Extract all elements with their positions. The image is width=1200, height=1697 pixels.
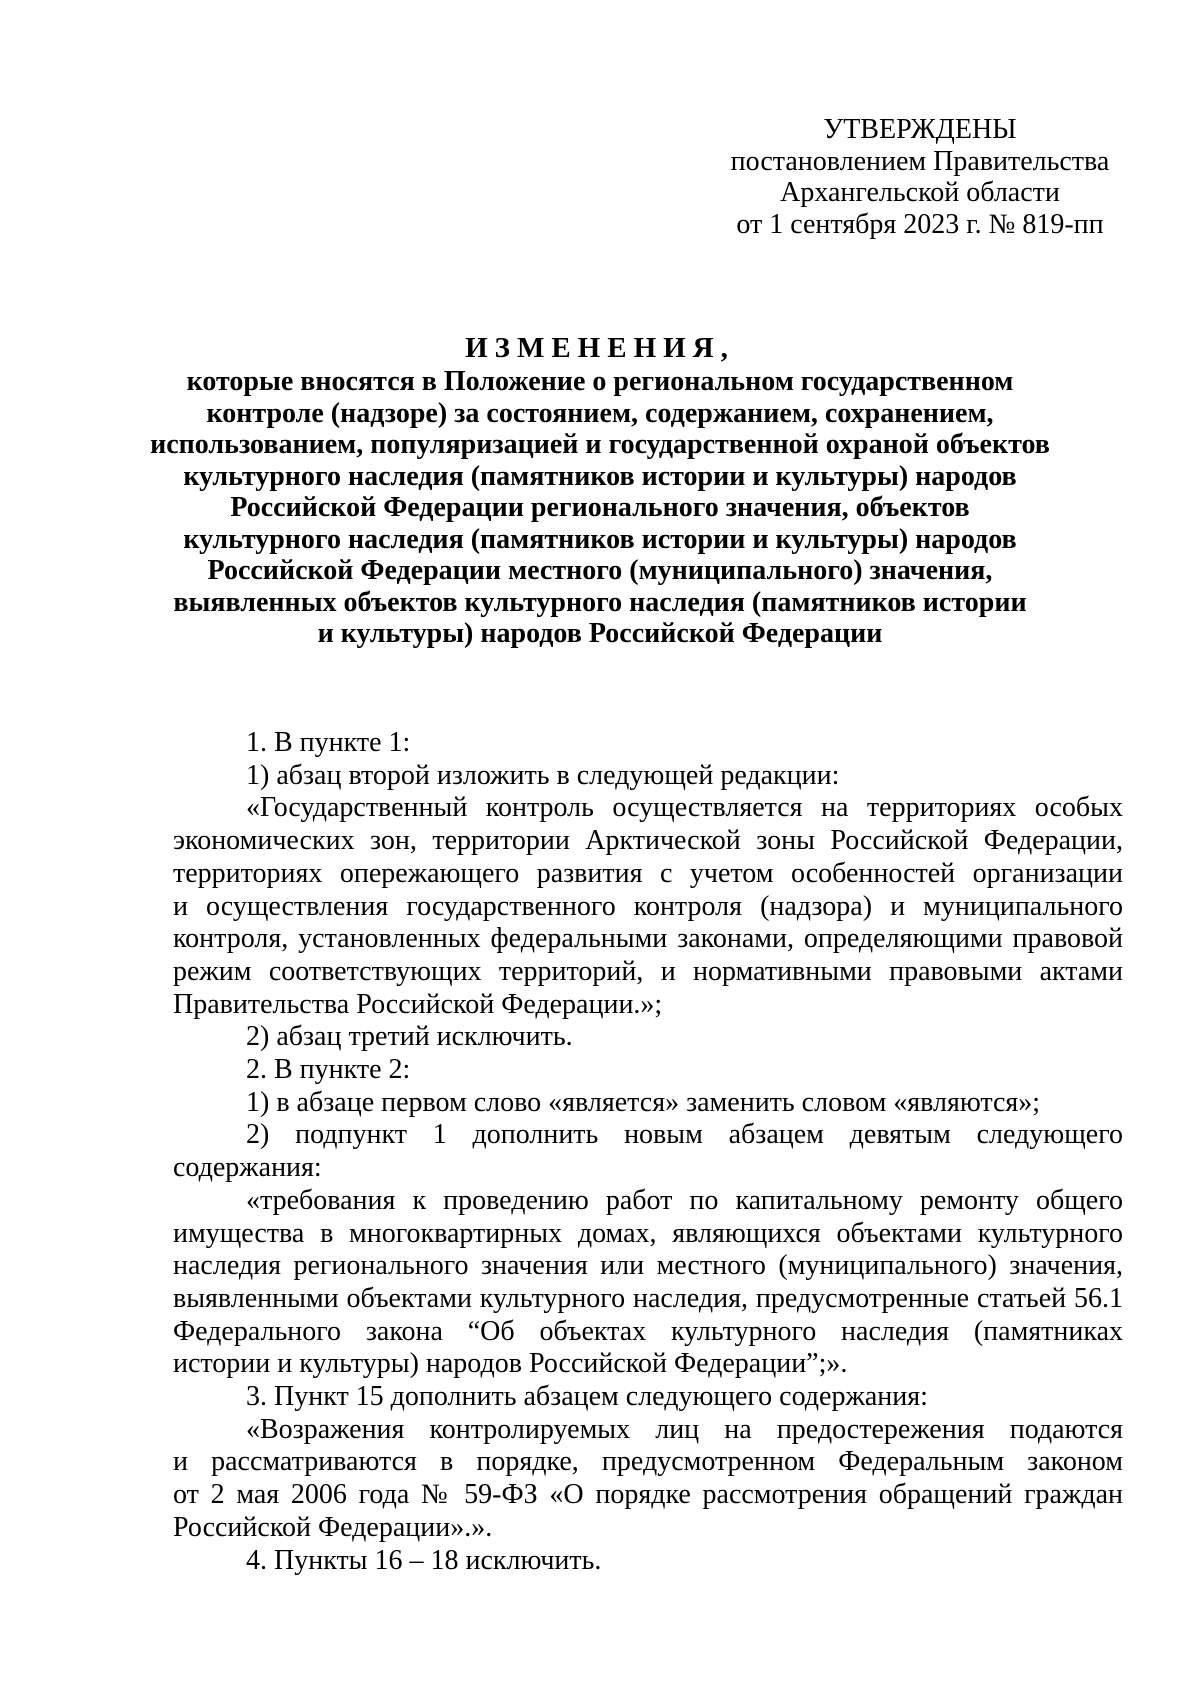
- quoted-paragraph: [173, 1185, 1123, 1381]
- paragraph-line: от 2 мая 2006 года № 59-ФЗ «О порядке рассмотрения обращений граждан: [173, 1479, 1123, 1511]
- paragraph-line: контроля, установленных федеральными законами, определяющими правовой: [173, 923, 1123, 955]
- paragraph: 1) абзац второй изложить в следующей редакции:: [246, 759, 840, 791]
- paragraph-line: Российской Федерации».».: [173, 1511, 493, 1543]
- paragraph-line: «Государственный контроль осуществляется на территориях особых: [246, 792, 1123, 824]
- subtitle-line: Российской Федерации регионального значения, объектов: [230, 492, 970, 523]
- paragraph-line: Правительства Российской Федерации.»;: [173, 988, 663, 1020]
- paragraph-line: имущества в многоквартирных домах, являющихся объектами культурного: [173, 1217, 1123, 1249]
- paragraph-line: экономических зон, территории Арктической зоны Российской Федерации,: [173, 825, 1123, 857]
- paragraph-line: и рассматриваются в порядке, предусмотренном Федеральным законом: [173, 1446, 1123, 1478]
- paragraph-line: территориях опережающего развития с учетом особенностей организации: [173, 857, 1123, 889]
- document-heading: ИЗМЕНЕНИЯ,: [465, 332, 735, 364]
- subtitle-line: Российской Федерации местного (муниципального) значения,: [207, 555, 993, 586]
- paragraph: 1. В пункте 1:: [246, 727, 411, 758]
- approval-stamp: [700, 114, 1140, 240]
- paragraph-line: «Возражения контролируемых лиц на предостережения подаются: [246, 1413, 1123, 1445]
- quoted-paragraph: [173, 1414, 1123, 1545]
- paragraph-line: и осуществления государственного контроля (надзора) и муниципального: [173, 890, 1123, 922]
- approval-line: постановлением Правительства: [730, 145, 1110, 177]
- approval-line: Архангельской области: [780, 177, 1060, 208]
- approval-title: УТВЕРЖДЕНЫ: [823, 114, 1017, 145]
- document-subtitle: [150, 366, 1050, 650]
- paragraph-line: «требования к проведению работ по капитальному ремонту общего: [246, 1184, 1123, 1216]
- document-body: [173, 727, 1123, 1577]
- quoted-paragraph: [173, 792, 1123, 1021]
- paragraph: 3. Пункт 15 дополнить абзацем следующего содержания:: [246, 1381, 928, 1413]
- paragraph: 2. В пункте 2:: [246, 1054, 411, 1086]
- subtitle-line: контроле (надзоре) за состоянием, содержанием, сохранением,: [206, 397, 994, 429]
- paragraph-line: режим соответствующих территорий, и нормативными правовыми актами: [173, 955, 1123, 987]
- subtitle-line: культурного наследия (памятников истории и культуры) народов: [183, 523, 1017, 555]
- subtitle-line: и культуры) народов Российской Федерации: [317, 618, 883, 649]
- subtitle-line: выявленных объектов культурного наследия (памятников истории: [173, 586, 1027, 618]
- paragraph-line: наследия регионального значения или местного (муниципального) значения,: [173, 1250, 1123, 1282]
- subtitle-line: которые вносятся в Положение о региональном государственном: [186, 366, 1014, 397]
- subtitle-line: использованием, популяризацией и государственной охраной объектов: [150, 429, 1050, 460]
- subtitle-line: культурного наследия (памятников истории и культуры) народов: [183, 460, 1017, 492]
- paragraph: 2) подпункт 1 дополнить новым абзацем девятым следующего содержания:: [173, 1119, 1123, 1184]
- paragraph-line: истории и культуры) народов Российской Федерации”;».: [173, 1348, 848, 1380]
- paragraph: 4. Пункты 16 – 18 исключить.: [246, 1544, 602, 1576]
- document-title-block: [150, 332, 1050, 650]
- paragraph: 2) абзац третий исключить.: [246, 1021, 573, 1053]
- paragraph: 1) в абзаце первом слово «является» заменить словом «являются»;: [246, 1086, 1041, 1118]
- paragraph-line: выявленными объектами культурного наследия, предусмотренные статьей 56.1: [173, 1282, 1123, 1314]
- approval-date: от 1 сентября 2023 г. № 819-пп: [736, 208, 1104, 240]
- paragraph-line: Федерального закона “Об объектах культурного наследия (памятниках: [173, 1315, 1123, 1347]
